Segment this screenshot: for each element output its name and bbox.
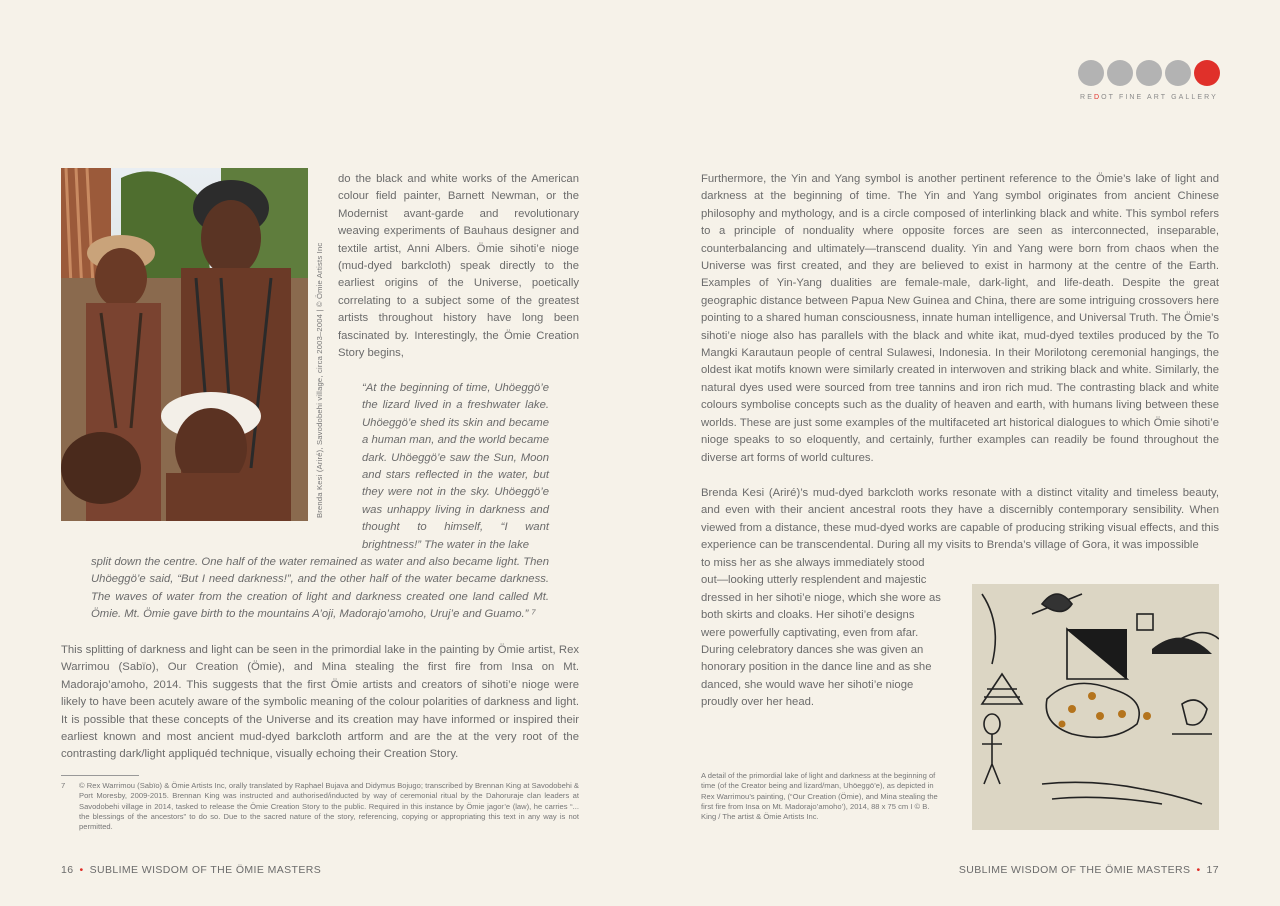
right-paragraph-3: to miss her as she always immediately stood out—looking utterly resplendent and majestic dressed in her sihoti’e nioge, which she wore as both skirts and cloaks. Her sihoti’e designs were powerfully captivating, even from afar. During celebratory dances she was given an honorary position in the dance line and as she danced, she would wave her sihoti’e nioge proudly over her head. — [701, 557, 941, 709]
footnote-text: © Rex Warrimou (Sabïo) & Ömie Artists Inc, orally translated by Raphael Bujava and Didymus Bojugo; transcribed by Brennan King at Savodobehi & Port Moresby, 2009-2015. Brennan King was instructed and authorised/inducted by way of ceremonial ritual by the Dahoruraje clan leaders at Savodobehi village in 2014, tasked to release the Ömie Creation Story to the public. Required in this instance by Ömie jagor’e (law), he carries “... the blessings of the ancestors” to do so. Due to the sacred nature of the story, referencing, copying or appropriating this text in any way is not permitted. — [79, 781, 579, 832]
right-paragraph-1: Furthermore, the Yin and Yang symbol is another pertinent reference to the Ömie’s lake of light and darkness at the beginning of time. The Yin and Yang symbol originates from ancient Chinese philosophy and mythology, and is a circle composed of interlinking black and white. This symbol refers to a principle of nonduality where opposite forces are seen as interconnected, inseparable, counterbalancing and ultimately—transcend duality. Yin and Yang were born from chaos when the Universe was first created, and they are believed to exist in harmony at the centre of the Earth. Examples of Yin-Yang dualities are female-male, dark-light, and life-death. Despite the great geographic distance between Papua New Guinea and China, there are some intriguing crossovers here pointing to a shared human consciousness, innate human intelligence, and Universal Truth. The Ömie’s sihoti’e nioge also has parallels with the black and white ikat, mud-dyed textiles produced by the To Mangki Karautaun people of central Sulawesi, Indonesia. In their Morilotong ceremonial hangings, the oldest ikat motifs known were similarly created in interwoven and striking black and white. Similarly, the natural dyes used were sourced from tree tannins and iron rich mud. The contrasting black and white colours symbolise concepts such as the duality of heaven and earth, with humans living between these worlds. These are just some examples of the multifaceted art historical dialogues to which Ömie sihoti’e nioge speaks to so eloquently, and certainly, further examples can readily be found throughout the diverse art forms of world cultures. — [701, 173, 1219, 464]
footer-bullet: • — [79, 864, 84, 876]
page-number-left: 16 — [61, 864, 74, 876]
logo-dot-icon — [1078, 60, 1104, 86]
barkcloth-painting-detail-icon — [972, 584, 1219, 830]
footer-left — [61, 864, 321, 876]
footnote — [61, 781, 579, 832]
painting-caption: A detail of the primordial lake of light and darkness at the beginning of time (of the Creator being and lizard/man, Uhöeggö’e), as depicted in Rex Warrimou’s painting, (“Our Creation (Ömie), and Mina stealing the first fire from Insa on Mt. Madorajo’amoho’), 2014, 88 x 75 cm I © B. King / The artist & Ömie Artists Inc. — [701, 771, 938, 822]
footer-bullet: • — [1196, 864, 1201, 876]
footnote-number: 7 — [61, 781, 66, 790]
left-paragraph-1: do the black and white works of the American colour field painter, Barnett Newman, or the Modernist avant-garde and revolutionary weaving experiments of Bauhaus designer and textile artist, Anni Albers. Ömie sihoti’e nioge (mud-dyed barkcloth) speak directly to the earliest origins of the Universe, poetically correlating to a subject some of the greatest artists throughout history have long been fascinated by. Interestingly, the Ömie Creation Story begins, — [338, 173, 579, 360]
gallery-logo — [1078, 60, 1220, 108]
logo-dot-icon — [1136, 60, 1162, 86]
brand-suffix: OT FINE ART GALLERY — [1101, 94, 1218, 101]
photo-of-omie-women-icon — [61, 168, 308, 521]
creation-story-quote-part-1: “At the beginning of time, Uhöeggö’e the lizard lived in a freshwater lake. Uhöeggö’e shed its skin and became a human man, and the world became dark. Uhöeggö’e saw the Sun, Moon and stars reflected in the water, but they were not in the sky. Uhöeggö’e was unhappy living in darkness and thought to himself, “I want brightness!” The water in the lake — [362, 382, 549, 551]
running-title-left: SUBLIME WISDOM OF THE ÖMIE MASTERS — [89, 864, 322, 876]
gallery-name — [1078, 94, 1220, 101]
logo-dot-icon — [1107, 60, 1133, 86]
running-title-right: SUBLIME WISDOM OF THE ÖMIE MASTERS — [958, 864, 1191, 876]
brand-accent-letter: D — [1093, 94, 1102, 101]
page-number-right: 17 — [1206, 864, 1219, 876]
creation-story-quote-part-2: split down the centre. One half of the water remained as water and also became light. Then Uhöeggö’e said, “But I need darkness!”, and the other half of the water became darkness. The waves of water from the creation of light and darkness created one land called Mt. Ömie. Mt. Ömie gave birth to the mountains A’oji, Madorajo’amoho, Uruj’e and Guamo.” ⁷ — [91, 556, 549, 621]
photo-credit — [308, 168, 322, 521]
brand-prefix: RE — [1080, 94, 1094, 101]
logo-dots — [1078, 60, 1220, 86]
logo-dot-icon — [1165, 60, 1191, 86]
left-paragraph-2: This splitting of darkness and light can be seen in the primordial lake in the painting by Ömie artist, Rex Warrimou (Sabïo), Our Creation (Ömie), and Mina stealing the first fire from Insa on Mt. Madorajo’amoho, 2014. This suggests that the first Ömie artists and creators of sihoti’e nioge were likely to have been acutely aware of the symbolic meaning of the colour polarities of darkness and light. It is possible that these concepts of the Universe and its creation may have informed or inspired their earliest known and most ancient mud-dyed barkcloth artform and are the at the very root of the contrasting dark/light appliquéd technique, visually echoing their Creation Story. — [61, 644, 579, 761]
footnote-divider — [61, 775, 139, 776]
right-paragraph-2: Brenda Kesi (Ariré)’s mud-dyed barkcloth works resonate with a distinct vitality and timeless beauty, and even with their ancient ancestral roots they have a discernibly contemporary sensibility. When viewed from a distance, these mud-dyed works are capable of producing striking visual effects, and this experience can be transcendental. During all my visits to Brenda’s village of Gora, it was impossible — [701, 487, 1219, 552]
photo-credit-text: Brenda Kesi (Ariré), Savodobehi village, circa 2003–2004 | © Ömie Artists Inc — [315, 242, 324, 518]
footer-right — [959, 864, 1219, 876]
logo-red-dot-icon — [1194, 60, 1220, 86]
